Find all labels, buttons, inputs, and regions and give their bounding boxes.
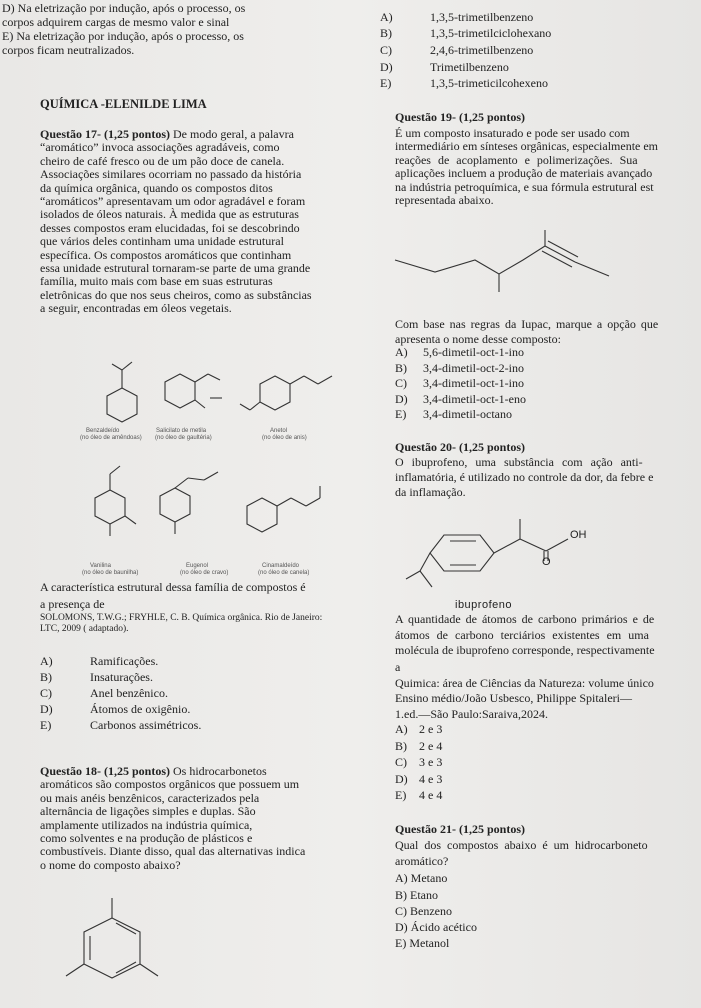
prev-option-d-cont: corpos adquirem cargas de mesmo valor e sinal	[2, 15, 230, 29]
q17-line-8: que vários deles continham uma unidade estrutural	[40, 234, 284, 249]
q17-option-b[interactable]: B) Insaturações.	[40, 670, 153, 684]
q20-line-2: da inflamação.	[395, 485, 466, 499]
prev-option-e-cont: corpos ficam neutralizados.	[2, 43, 135, 57]
anethole-structure	[240, 376, 332, 410]
q18-line-3: alternância de ligações simples e duplas. São	[40, 804, 256, 819]
q18-option-e[interactable]: E) 1,3,5-trimeticilcohexeno	[380, 76, 548, 90]
q18-line-4: amplamente utilizados na indústria química,	[40, 817, 253, 832]
eugenol-source: (no óleo de cravo)	[180, 570, 229, 576]
q17-line-4: da química orgânica, quando os compostos ditos	[40, 180, 273, 195]
q17-line-2: cheiro de café fresco ou de um pão doce de canela.	[40, 153, 285, 168]
q17-line-10: essa unidade estrutural tornaram-se parte de uma grande	[40, 261, 311, 276]
anethole-source: (no óleo de anis)	[262, 435, 307, 441]
q19-line-4: na indústria petroquímica, e sua fórmula estrutural est	[395, 179, 654, 194]
q17-line-6: isolados de óleos naturais. À medida que as estruturas	[40, 207, 299, 222]
q20-option-c[interactable]: C) 3 e 3	[395, 755, 443, 769]
anethole-label: Anetol	[270, 428, 288, 434]
q20-source-line-1: Ensino médio/João Usbesco, Philippe Spitaleri—	[395, 691, 632, 705]
q20-line-0: O ibuprofeno, uma substância com ação anti-	[395, 455, 643, 469]
q18-line-1: aromáticos são compostos orgânicos que possuem um	[40, 777, 300, 792]
q20-option-a[interactable]: A) 2 e 3	[395, 722, 443, 736]
q19-option-a[interactable]: A) 5,6-dimetil-oct-1-ino	[395, 345, 524, 359]
q21-option-e[interactable]: E) Metanol	[395, 936, 450, 950]
q19-option-e[interactable]: E) 3,4-dimetil-octano	[395, 407, 512, 421]
q17-line-1: “aromático” invoca associações agradáveis, como	[40, 140, 280, 155]
q20-question-line-2: molécula de ibuprofeno corresponde, respectivamente	[395, 643, 655, 657]
q18-line-7: o nome do composto abaixo?	[40, 857, 181, 872]
vanillin-label: Vanilina	[90, 563, 111, 569]
q17-question-line-1: a presença de	[40, 597, 105, 611]
q18-option-c[interactable]: C) 2,4,6-trimetilbenzeno	[380, 43, 534, 57]
ibuprofen-structure	[420, 505, 600, 605]
prev-option-d: D) Na eletrização por indução, após o processo, os	[2, 1, 246, 15]
methyl-salicylate-structure	[165, 374, 222, 408]
vanillin-structure	[95, 466, 136, 536]
q17-line-5: “aromáticos” apresentavam um odor agradável e foram	[40, 194, 306, 209]
q17-title: Questão 17- (1,25 pontos)	[40, 127, 171, 141]
q17-line-11: família, muito mais com base em suas estruturas	[40, 274, 273, 289]
q17-option-d[interactable]: D) Átomos de oxigênio.	[40, 702, 191, 716]
mesitylene-structure	[60, 880, 180, 1000]
q17-citation-line-1: LTC, 2009 ( adaptado).	[40, 624, 129, 634]
q18-option-d[interactable]: D) Trimetilbenzeno	[380, 60, 509, 74]
q20-line-1: inflamatória, é utilizado no controle da dor, da febre e	[395, 470, 654, 484]
q18-line-6: combustíveis. Diante disso, qual das alternativas indica	[40, 844, 306, 859]
q17-line-7: desses compostos eram elucidadas, foi se descobrindo	[40, 220, 300, 235]
q18-title: Questão 18- (1,25 pontos)	[40, 764, 171, 778]
q21-title: Questão 21- (1,25 pontos)	[395, 822, 526, 836]
q17-line-13: a seguir, encontradas em óleos vegetais.	[40, 301, 232, 316]
q18-line-0: Os hidrocarbonetos	[173, 764, 267, 778]
alkyne-structure	[395, 228, 695, 318]
q17-option-c[interactable]: C) Anel benzênico.	[40, 686, 168, 700]
q17-line-12: eletrônicas do que nos seus cheiros, como as substâncias	[40, 287, 312, 302]
q21-option-d[interactable]: D) Ácido acético	[395, 920, 477, 934]
q19-line-0: É um composto insaturado e pode ser usado com	[395, 127, 630, 140]
q19-option-b[interactable]: B) 3,4-dimetil-oct-2-ino	[395, 361, 524, 375]
q19-title: Questão 19- (1,25 pontos)	[395, 110, 526, 124]
q19-option-d[interactable]: D) 3,4-dimetil-oct-1-eno	[395, 392, 526, 406]
eugenol-structure	[160, 472, 218, 534]
ibuprofen-o-label: O	[542, 556, 551, 568]
q19-text	[395, 127, 701, 207]
cinnamaldehyde-structure	[247, 486, 320, 532]
q19-line-1: intermediário em sínteses orgânicas, especialmente em	[395, 139, 659, 154]
q20-option-e[interactable]: E) 4 e 4	[395, 788, 443, 802]
q21-line-1: aromático?	[395, 854, 449, 868]
prev-option-e: E) Na eletrização por indução, após o processo, os	[2, 29, 244, 43]
cinnamaldehyde-source: (no óleo de canela)	[258, 570, 310, 576]
aromatic-compounds-figure	[70, 340, 390, 580]
q19-question-line-0: Com base nas regras da Iupac, marque a opção que	[395, 317, 659, 331]
q17-option-e[interactable]: E) Carbonos assimétricos.	[40, 718, 202, 732]
eugenol-label: Eugenol	[186, 563, 209, 569]
q21-option-b[interactable]: B) Etano	[395, 888, 438, 902]
q18-line-5: como solventes e na produção de plásticos e	[40, 831, 253, 846]
q19-line-5: representada abaixo.	[395, 193, 494, 208]
q19-question-line-1: apresenta o nome desse composto:	[395, 332, 561, 346]
q17-line-3: Associações similares ocorriam no passado da história	[40, 167, 302, 182]
q17-line-0: De modo geral, a palavra	[173, 127, 294, 141]
q21-option-a[interactable]: A) Metano	[395, 871, 448, 885]
q20-question-line-0: A quantidade de átomos de carbono primários e de	[395, 612, 655, 626]
ibuprofen-oh-label: OH	[570, 529, 587, 541]
q20-source-line-0: Quimica: área de Ciências da Natureza: volume único	[395, 676, 654, 690]
q21-line-0: Qual dos compostos abaixo é um hidrocarboneto	[395, 838, 648, 852]
benzaldehyde-structure	[107, 362, 137, 422]
q20-option-b[interactable]: B) 2 e 4	[395, 739, 443, 753]
q19-line-3: aplicações incluem a produção de materiais avançado	[395, 166, 653, 181]
q20-source-line-2: 1.ed.—São Paulo:Saraiva,2024.	[395, 707, 548, 721]
q20-question-line-3: a	[395, 660, 401, 674]
q19-option-c[interactable]: C) 3,4-dimetil-oct-1-ino	[395, 376, 524, 390]
q18-option-b[interactable]: B) 1,3,5-trimetilciclohexano	[380, 26, 552, 40]
ibuprofen-label: ibuprofeno	[455, 599, 512, 611]
section-title: QUÍMICA -ELENILDE LIMA	[40, 97, 207, 111]
q17-citation-line-0: SOLOMONS, T.W.G.; FRYHLE, C. B. Química orgânica. Rio de Janeiro:	[40, 613, 323, 623]
q20-title: Questão 20- (1,25 pontos)	[395, 440, 526, 454]
q17-line-9: específica. Os compostos aromáticos que continham	[40, 247, 292, 262]
q17-option-a[interactable]: A) Ramificações.	[40, 654, 159, 668]
q19-line-2: reações de acoplamento e polimerizações. Sua	[395, 152, 638, 167]
benzaldehyde-source: (no óleo de amêndoas)	[80, 435, 142, 441]
q21-option-c[interactable]: C) Benzeno	[395, 904, 452, 918]
cinnamaldehyde-label: Cinamaldeído	[262, 563, 300, 569]
q18-line-2: ou mais anéis benzênicos, caracterizados pela	[40, 790, 260, 805]
vanillin-source: (no óleo de baunilha)	[82, 570, 139, 576]
methyl-salicylate-label: Salicilato de metila	[156, 428, 207, 434]
q17-text	[40, 128, 348, 316]
q20-option-d[interactable]: D) 4 e 3	[395, 772, 443, 786]
q18-text	[40, 765, 348, 872]
q17-question-line-0: A característica estrutural dessa família de compostos é	[40, 580, 306, 594]
methyl-salicylate-source: (no óleo de gaultéria)	[155, 435, 212, 441]
benzaldehyde-label: Benzaldeído	[86, 428, 120, 434]
q18-option-a[interactable]: A) 1,3,5-trimetilbenzeno	[380, 10, 534, 24]
q20-question-line-1: átomos de carbono terciários existentes em uma	[395, 628, 649, 642]
